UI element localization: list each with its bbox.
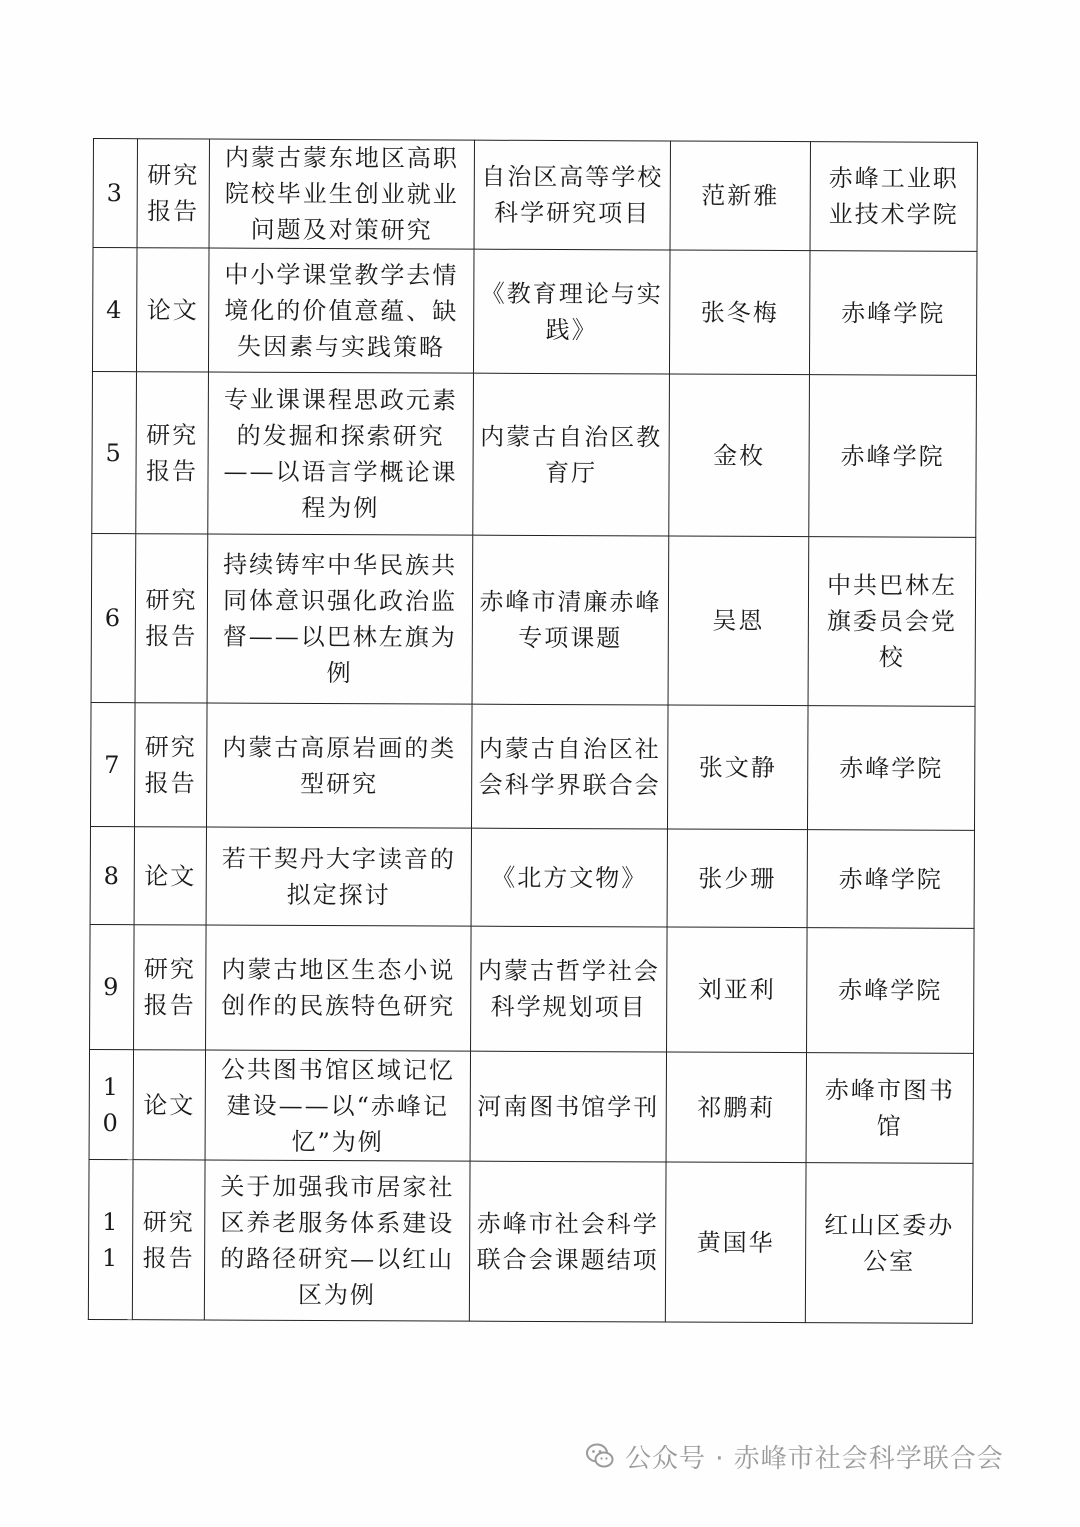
result-title: 内蒙古蒙东地区高职院校毕业生创业就业问题及对策研究 [209, 139, 474, 249]
result-organization: 赤峰学院 [807, 928, 975, 1054]
wechat-icon [585, 1441, 615, 1471]
result-author: 祁鹏莉 [666, 1052, 806, 1163]
result-title: 专业课课程思政元素的发掘和探索研究——以语言学概论课程为例 [208, 372, 474, 535]
result-source: 《教育理论与实践》 [473, 249, 670, 374]
result-organization: 赤峰学院 [807, 706, 975, 831]
result-author: 吴恩 [668, 536, 809, 706]
result-source: 内蒙古自治区社会科学界联合会 [471, 704, 668, 829]
result-author: 金枚 [669, 374, 810, 537]
result-source: 自治区高等学校科学研究项目 [474, 140, 670, 250]
result-title: 若干契丹大字读音的拟定探讨 [206, 827, 471, 926]
table-row [91, 533, 976, 706]
row-number: 5 [92, 371, 137, 533]
result-title: 持续铸牢中华民族共同体意识强化政治监督——以巴林左旗为例 [207, 534, 473, 704]
result-type: 论文 [136, 248, 209, 372]
table-row [89, 1049, 973, 1163]
result-organization: 中共巴林左旗委员会党校 [808, 537, 976, 707]
table-row [92, 371, 977, 537]
awards-table [88, 138, 978, 1324]
table-row [90, 826, 974, 928]
table-row [88, 1159, 973, 1323]
watermark-text: 公众号 · 赤峰市社会科学联合会 [625, 1443, 1004, 1474]
result-organization: 赤峰工业职业技术学院 [810, 142, 977, 252]
result-organization: 赤峰市图书馆 [806, 1053, 973, 1164]
result-organization: 赤峰学院 [809, 375, 977, 538]
result-author: 张冬梅 [669, 250, 810, 375]
result-title: 公共图书馆区域记忆建设——以“赤峰记忆”为例 [205, 1050, 470, 1161]
row-number: 4 [92, 248, 137, 372]
result-author: 范新雅 [670, 141, 810, 251]
result-type: 研究报告 [134, 703, 207, 827]
result-type: 研究报告 [132, 1160, 205, 1320]
result-title: 内蒙古地区生态小说创作的民族特色研究 [206, 925, 472, 1051]
result-source: 河南图书馆学刊 [470, 1051, 666, 1162]
result-source: 赤峰市清廉赤峰专项课题 [472, 535, 669, 705]
row-number: 10 [89, 1049, 133, 1159]
row-number: 6 [91, 533, 136, 702]
result-author: 黄国华 [665, 1162, 806, 1323]
row-number: 3 [93, 139, 137, 248]
wechat-watermark [585, 1436, 1004, 1476]
result-source: 内蒙古自治区教育厅 [473, 373, 670, 536]
result-source: 内蒙古哲学社会科学规划项目 [471, 926, 668, 1052]
row-number: 8 [90, 826, 134, 924]
result-source: 赤峰市社会科学联合会课题结项 [469, 1161, 666, 1322]
result-author: 张文静 [667, 705, 808, 830]
result-type: 论文 [134, 827, 206, 925]
table-row [92, 248, 977, 376]
result-source: 《北方文物》 [471, 828, 667, 927]
table-row [90, 702, 975, 830]
row-number: 9 [90, 924, 135, 1049]
result-type: 论文 [133, 1050, 205, 1160]
result-organization: 红山区委办公室 [805, 1163, 973, 1324]
result-type: 研究报告 [136, 372, 209, 534]
result-type: 研究报告 [134, 925, 207, 1050]
result-organization: 赤峰学院 [807, 830, 974, 929]
result-type: 研究报告 [137, 139, 209, 248]
result-organization: 赤峰学院 [809, 251, 977, 376]
result-title: 内蒙古高原岩画的类型研究 [206, 703, 472, 828]
row-number: 7 [90, 702, 135, 826]
table-row [90, 924, 975, 1053]
table-row [93, 139, 977, 252]
result-title: 关于加强我市居家社区养老服务体系建设的路径研究—以红山区为例 [204, 1160, 470, 1321]
result-author: 刘亚利 [667, 927, 808, 1053]
result-type: 研究报告 [135, 534, 208, 703]
row-number: 11 [88, 1159, 133, 1319]
result-title: 中小学课堂教学去情境化的价值意蕴、缺失因素与实践策略 [208, 248, 474, 373]
result-author: 张少珊 [667, 829, 807, 928]
